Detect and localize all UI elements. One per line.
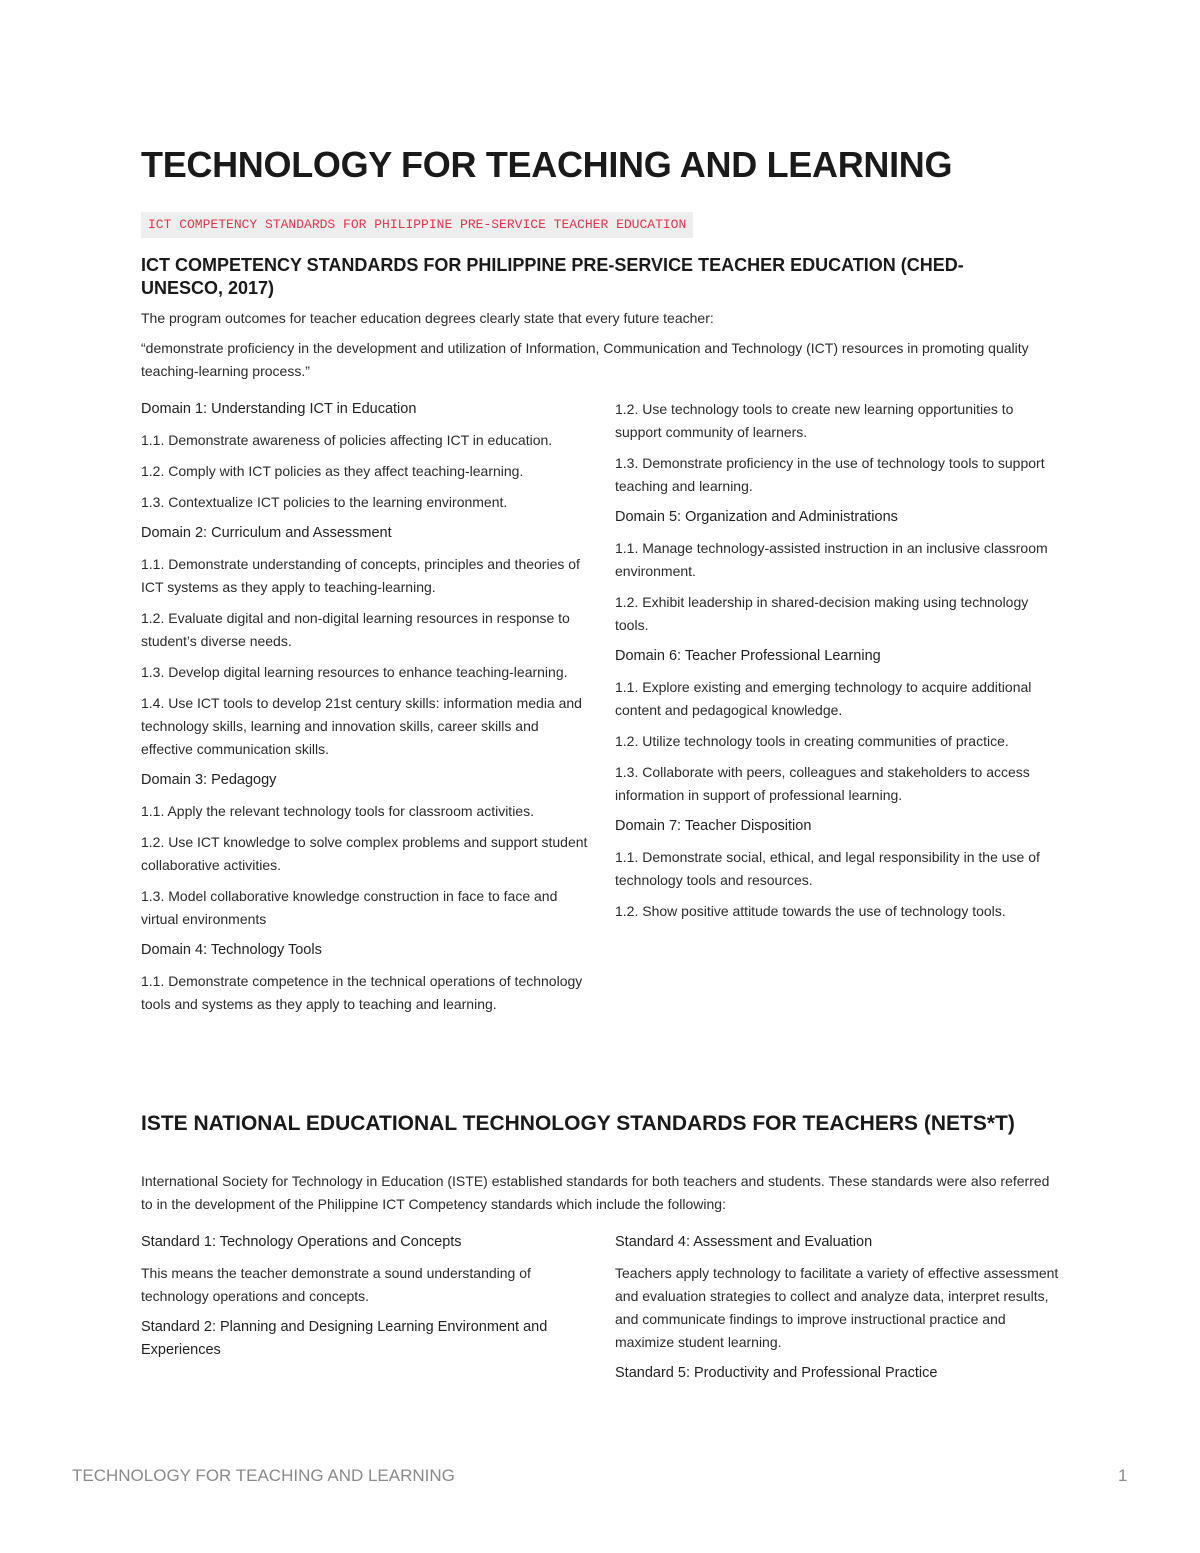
list-item: 1.1. Apply the relevant technology tools for classroom activities. bbox=[141, 803, 534, 819]
document-title: TECHNOLOGY FOR TEACHING AND LEARNING bbox=[141, 144, 953, 185]
list-item: 1.2. Evaluate digital and non-digital learning resources in response to student’s diverse needs. bbox=[141, 610, 570, 649]
standard-4-title: Standard 4: Assessment and Evaluation bbox=[615, 1234, 873, 1250]
standard-1-title: Standard 1: Technology Operations and Concepts bbox=[141, 1234, 462, 1250]
domain-7-title: Domain 7: Teacher Disposition bbox=[615, 818, 812, 834]
section2-intro: International Society for Technology in Education (ISTE) established standards for both teachers and students. These standards were also referred to in the development of the Philippine ICT Competency standards which include the following: bbox=[141, 1173, 1050, 1212]
list-item: 1.3. Collaborate with peers, colleagues and stakeholders to access information in support of professional learning. bbox=[615, 764, 1030, 803]
domain-3-title: Domain 3: Pedagogy bbox=[141, 772, 277, 788]
list-item: 1.2. Utilize technology tools in creating communities of practice. bbox=[615, 733, 1009, 749]
section1-quote: “demonstrate proficiency in the development and utilization of Information, Communication and Technology (ICT) resources in promoting quality teaching-learning process.” bbox=[141, 340, 1029, 379]
list-item: 1.3. Demonstrate proficiency in the use of technology tools to support teaching and learning. bbox=[615, 455, 1045, 494]
domain-5-title: Domain 5: Organization and Administrations bbox=[615, 509, 898, 525]
list-item: 1.1. Explore existing and emerging technology to acquire additional content and pedagogical knowledge. bbox=[615, 679, 1032, 718]
section2-heading: ISTE NATIONAL EDUCATIONAL TECHNOLOGY STANDARDS FOR TEACHERS (NETS*T) bbox=[141, 1112, 1015, 1135]
list-item: 1.3. Model collaborative knowledge construction in face to face and virtual environments bbox=[141, 888, 558, 927]
list-item: 1.1. Demonstrate awareness of policies affecting ICT in education. bbox=[141, 432, 553, 448]
list-item: 1.2. Exhibit leadership in shared-decision making using technology tools. bbox=[615, 594, 1029, 633]
list-item: 1.1. Manage technology-assisted instruction in an inclusive classroom environment. bbox=[615, 540, 1048, 579]
section1-left-column bbox=[141, 398, 589, 1024]
list-item: 1.1. Demonstrate understanding of concepts, principles and theories of ICT systems as they apply to teaching-learning. bbox=[141, 556, 580, 595]
list-item: 1.3. Develop digital learning resources to enhance teaching-learning. bbox=[141, 664, 568, 680]
standard-2-title: Standard 2: Planning and Designing Learning Environment and Experiences bbox=[141, 1319, 548, 1358]
list-item: 1.2. Comply with ICT policies as they affect teaching-learning. bbox=[141, 463, 524, 479]
domain-6-title: Domain 6: Teacher Professional Learning bbox=[615, 648, 881, 664]
list-item: 1.1. Demonstrate competence in the technical operations of technology tools and systems as they apply to teaching and learning. bbox=[141, 973, 583, 1012]
list-item: 1.2. Use technology tools to create new learning opportunities to support community of learners. bbox=[615, 401, 1014, 440]
section1-heading: ICT COMPETENCY STANDARDS FOR PHILIPPINE PRE-SERVICE TEACHER EDUCATION (CHED-UNESCO, 2017) bbox=[141, 255, 964, 298]
standard-1-text: This means the teacher demonstrate a sound understanding of technology operations and concepts. bbox=[141, 1265, 531, 1304]
footer-title: TECHNOLOGY FOR TEACHING AND LEARNING bbox=[72, 1466, 455, 1485]
code-tag: ICT COMPETENCY STANDARDS FOR PHILIPPINE PRE-SERVICE TEACHER EDUCATION bbox=[141, 212, 693, 238]
standard-5-title: Standard 5: Productivity and Professional Practice bbox=[615, 1365, 938, 1381]
section1-right-column bbox=[615, 398, 1063, 931]
domain-4-title: Domain 4: Technology Tools bbox=[141, 942, 322, 958]
section1-intro: The program outcomes for teacher education degrees clearly state that every future teacher: bbox=[141, 310, 714, 326]
list-item: 1.2. Use ICT knowledge to solve complex problems and support student collaborative activities. bbox=[141, 834, 588, 873]
page-number: 1 bbox=[1118, 1466, 1128, 1485]
section2-left-column bbox=[141, 1231, 589, 1370]
section2-right-column bbox=[615, 1231, 1063, 1393]
list-item: 1.3. Contextualize ICT policies to the learning environment. bbox=[141, 494, 508, 510]
list-item: 1.4. Use ICT tools to develop 21st century skills: information media and technology skills, learning and innovation skills, career skills and effective communication skills. bbox=[141, 695, 582, 757]
domain-2-title: Domain 2: Curriculum and Assessment bbox=[141, 525, 392, 541]
list-item: 1.1. Demonstrate social, ethical, and legal responsibility in the use of technology tools and resources. bbox=[615, 849, 1040, 888]
list-item: 1.2. Show positive attitude towards the use of technology tools. bbox=[615, 903, 1006, 919]
domain-1-title: Domain 1: Understanding ICT in Education bbox=[141, 401, 417, 417]
standard-4-text: Teachers apply technology to facilitate a variety of effective assessment and evaluation strategies to collect and analyze data, interpret results, and communicate findings to improve instructional practice and maximize student learning. bbox=[615, 1265, 1059, 1350]
